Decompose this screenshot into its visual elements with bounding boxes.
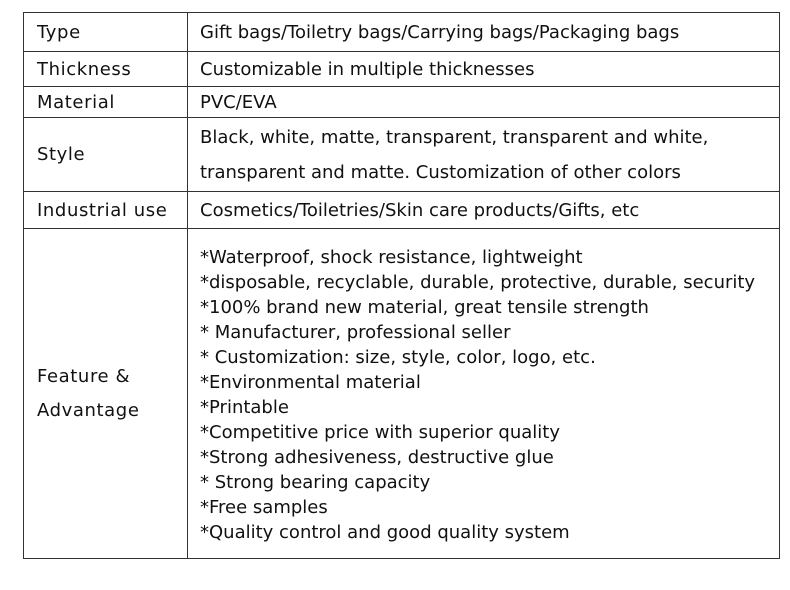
feature-item: *disposable, recyclable, durable, protective, durable, security [200, 271, 756, 293]
spec-value-feature-advantage [188, 229, 780, 559]
feature-item: * Customization: size, style, color, logo, etc. [200, 346, 596, 368]
spec-value-style [188, 118, 780, 192]
product-spec-table [23, 12, 780, 559]
feature-item: * Strong bearing capacity [200, 471, 431, 493]
spec-row-material [24, 87, 780, 118]
spec-label-industrial-use: Industrial use [24, 192, 188, 229]
style-value-line: transparent and matte. Customization of other colors [200, 161, 681, 183]
spec-row-type [24, 13, 780, 52]
feature-item: * Manufacturer, professional seller [200, 321, 511, 343]
feature-item: *Strong adhesiveness, destructive glue [200, 446, 554, 468]
style-value-line: Black, white, matte, transparent, transparent and white, [200, 126, 709, 148]
feature-item: *Waterproof, shock resistance, lightweight [200, 246, 583, 268]
feature-label-line: Advantage [37, 399, 140, 421]
spec-row-style [24, 118, 780, 192]
spec-row-feature-advantage [24, 229, 780, 559]
feature-item: *Free samples [200, 496, 328, 518]
feature-item: *Quality control and good quality system [200, 521, 570, 543]
spec-value-industrial-use: Cosmetics/Toiletries/Skin care products/Gifts, etc [188, 192, 780, 229]
spec-row-thickness [24, 52, 780, 87]
feature-item: *100% brand new material, great tensile strength [200, 296, 649, 318]
spec-label-material: Material [24, 87, 188, 118]
feature-item: *Printable [200, 396, 289, 418]
spec-label-feature-advantage [24, 229, 188, 559]
spec-value-thickness: Customizable in multiple thicknesses [188, 52, 780, 87]
feature-list [200, 243, 775, 545]
spec-value-type: Gift bags/Toiletry bags/Carrying bags/Packaging bags [188, 13, 780, 52]
spec-value-material: PVC/EVA [188, 87, 780, 118]
feature-item: *Environmental material [200, 371, 421, 393]
spec-row-industrial-use [24, 192, 780, 229]
spec-label-thickness: Thickness [24, 52, 188, 87]
spec-label-type: Type [24, 13, 188, 52]
feature-item: *Competitive price with superior quality [200, 421, 561, 443]
spec-label-style: Style [24, 118, 188, 192]
feature-label-line: Feature & [37, 365, 131, 387]
